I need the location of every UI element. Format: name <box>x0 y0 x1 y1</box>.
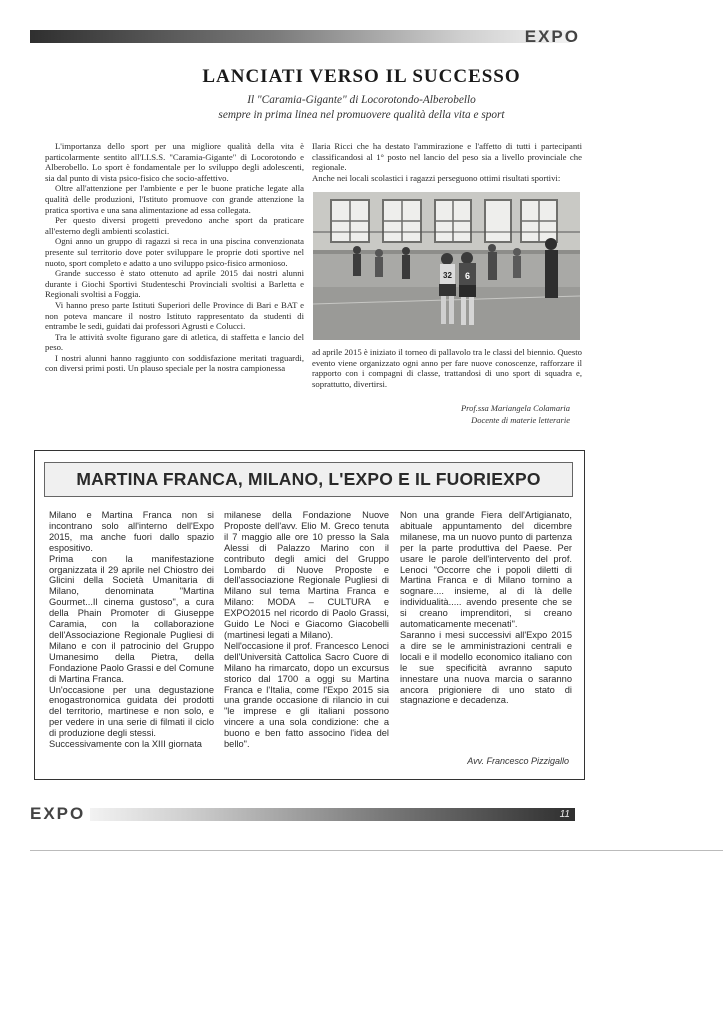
paragraph: Non una grande Fiera dell'Artigianato, abituale appuntamento del dicembre milanese, ma un nuovo punto di partenza per la parte produttiva del Paese. Per usare le parole dell'intervento del prof. Lenoci "Occorre che i popoli diletti di Martina Franca e di Milano tornino a sognare.... insieme, al di là delle individualità..... avendo presente che se si creano imprenditori, si creano automaticamente mecenati". <box>400 510 572 630</box>
jersey-number-left: 32 <box>443 271 452 280</box>
expo-column-2 <box>224 510 389 750</box>
paragraph: Ogni anno un gruppo di ragazzi si reca in una piscina convenzionata presente sul territorio dove poter sviluppare le proprie doti sportive nel nuoto, sport completo e adatto a uno sviluppo psico-fisico armonioso. <box>45 236 304 268</box>
paragraph: ad aprile 2015 è iniziato il torneo di pallavolo tra le classi del biennio. Questo evento viene organizzato ogni anno per fare nuove conoscenze, rafforzare il rapporto con i compagni di classe, trattandosi di uno sport di squadra e, soprattutto, divertirsi. <box>312 347 582 389</box>
paragraph: milanese della Fondazione Nuove Proposte dell'avv. Elio M. Greco tenuta il 7 maggio alle ore 10 presso la Sala Alessi di Palazzo Marino con il contributo degli amici del Gruppo Lombardo di Nuove Proposte e dell'associazione Regionale Pugliesi di Milano sul tema Martina Franca e Milano: MODA – CULTURA e EXPO2015 nel ricordo di Paolo Grassi, Guido Le Noci e Giacomo Giacobelli (martinesi legati a Milano). <box>224 510 389 640</box>
signature-role: Docente di materie letterarie <box>471 415 570 425</box>
subtitle-line-2: sempre in prima linea nel promuovere qualità della vita e sport <box>218 109 505 121</box>
expo-article-author: Avv. Francesco Pizzigallo <box>467 756 569 766</box>
article-column-2-bottom <box>312 347 582 389</box>
paragraph: Oltre all'attenzione per l'ambiente e per le buone pratiche legate alla qualità delle produzioni, l'Istituto promuove con grande attenzione la pratica sportiva e una sana alimentazione ad essa collegata. <box>45 183 304 215</box>
article-column-1 <box>45 141 304 374</box>
jersey-number-right: 6 <box>464 271 471 281</box>
subtitle-line-1: Il "Caramia-Gigante" di Locorotondo-Alberobello <box>247 94 476 106</box>
article-column-2-top <box>312 141 582 183</box>
paragraph: Grande successo è stato ottenuto ad aprile 2015 dai nostri alunni durante i Giochi Sportivi Studenteschi Provinciali svoltisi a Barletta e Regionali svoltisi a Foggia. <box>45 268 304 300</box>
page-number: 11 <box>559 809 570 820</box>
expo-article-banner <box>44 462 573 497</box>
paragraph: L'importanza dello sport per una migliore qualità della vita è particolarmente sentito all'I.I.S.S. "Caramia-Gigante" di Locorotondo e Alberobello. Lo sport è fondamentale per lo sviluppo degli adolescenti, sia dal punto di vista psico-fisico che socio-affettivo. <box>45 141 304 183</box>
expo-article-title: MARTINA FRANCA, MILANO, L'EXPO E IL FUORIEXPO <box>76 469 541 489</box>
paragraph: I nostri alunni hanno raggiunto con soddisfazione meritati traguardi, con diversi primi posti. Un plauso speciale per la nostra campionessa <box>45 352 304 374</box>
page-edge-divider <box>30 850 723 851</box>
paragraph: Nell'occasione il prof. Francesco Lenoci dell'Università Cattolica Sacro Cuore di Milano ha rimarcato, dopo un excursus storico dal 1700 a oggi su Martina Franca e l'Italia, come l'Expo 2015 sia una grande occasione di rilancio in cui "le imprese e gli italiani possono vincere a una sola condizione: che a buono e ben fatto associno l'idea del bello". <box>224 640 389 750</box>
paragraph: Un'occasione per una degustazione enogastronomica guidata dei prodotti del territorio, martinese e non solo, e per vedere in una serie di filmati il ciclo di produzione degli stessi. <box>49 684 214 739</box>
paragraph: Anche nei locali scolastici i ragazzi perseguono ottimi risultati sportivi: <box>312 172 561 183</box>
article-signature <box>380 402 570 426</box>
paragraph: Per questo diversi progetti prevedono anche sport da praticare all'esterno degli ambienti scolastici. <box>45 215 304 236</box>
paragraph: Successivamente con la XIII giornata <box>49 739 202 750</box>
paragraph: Vi hanno preso parte Istituti Superiori delle Province di Bari e BAT e non poteva mancare il nostro Istituto rappresentato da studenti di entrambe le sedi, guidati dai professori Agrusti e Colucci. <box>45 299 304 332</box>
paragraph: Tra le attività svolte figurano gare di atletica, di staffetta e lancio del peso. <box>45 331 304 353</box>
gym-illustration <box>313 192 580 340</box>
header-gradient-bar <box>30 30 570 43</box>
footer-brand: EXPO <box>30 804 86 823</box>
gym-volleyball-photo <box>313 192 580 340</box>
expo-article-box <box>34 450 585 780</box>
expo-column-1 <box>49 510 214 750</box>
article-title: LANCIATI VERSO IL SUCCESSO <box>202 66 521 87</box>
paragraph: Ilaria Ricci che ha destato l'ammirazione e l'affetto di tutti i partecipanti classificandosi al 1° posto nel lancio del peso sia a livello provinciale che regionale. <box>312 141 582 173</box>
expo-column-3 <box>400 510 572 706</box>
paragraph: Milano e Martina Franca non si incontrano solo all'interno dell'Expo 2015, ma anche fuori dallo spazio espositivo. <box>49 510 214 553</box>
signature-name: Prof.ssa Mariangela Colamaria <box>460 403 570 413</box>
paragraph: Saranno i mesi successivi all'Expo 2015 a dire se le amministrazioni centrali e locali e il modello economico italiano con le sue specificità avranno saputo innestare una nuova marcia o saranno ancora prigioniere di uno stato di stagnazione e decadenza. <box>400 629 572 706</box>
footer-gradient-bar <box>90 808 575 821</box>
header-brand: EXPO <box>524 27 580 46</box>
article-subtitle <box>0 93 723 123</box>
paragraph: Prima con la manifestazione organizzata il 29 aprile nel Chiostro dei Glicini della Società Umanitaria di Milano, denominata "Martina Gourmet...Il cinema gustoso", a cura della Phain Promoter di Giuseppe Caramia, con la collaborazione dell'Associazione Regionale Pugliesi di Milano e con il patrocinio del Gruppo Umanesimo della Pietra, della Fondazione Paolo Grassi e del Comune di Martina Franca. <box>49 553 214 684</box>
